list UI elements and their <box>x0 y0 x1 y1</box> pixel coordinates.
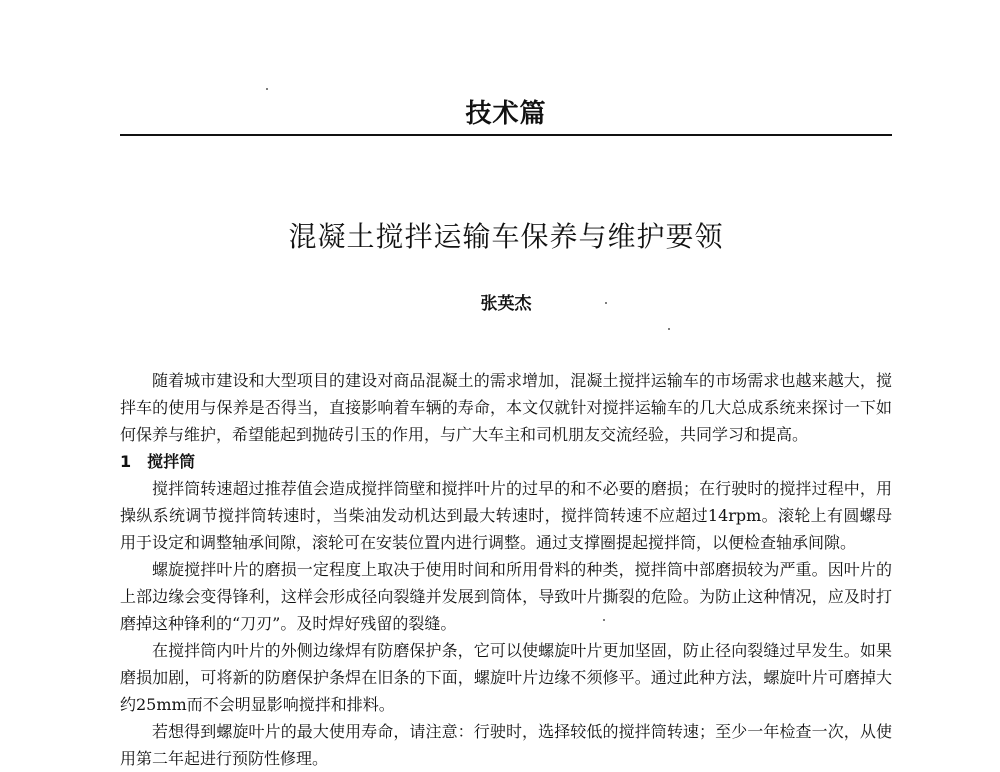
body-paragraph: 螺旋搅拌叶片的磨损一定程度上取决于使用时间和所用骨料的种类，搅拌筒中部磨损较为严重。因叶片的上部边缘会变得锋利，这样会形成径向裂缝并发展到筒体，导致叶片撕裂的危险。为防止这种情况，应及时打磨掉这种锋利的“刀刃”。及时焊好残留的裂缝。 <box>120 560 892 633</box>
section-heading: 1 搅拌筒 <box>120 452 196 471</box>
section-header: 技术篇 <box>465 99 547 129</box>
article-body <box>120 367 892 772</box>
body-paragraph: 若想得到螺旋叶片的最大使用寿命，请注意：行驶时，选择较低的搅拌筒转速；至少一年检查一次，从使用第二年起进行预防性修理。 <box>120 722 892 768</box>
scan-speck <box>266 88 268 90</box>
article-author: 张英杰 <box>480 294 532 314</box>
body-paragraph: 在搅拌筒内叶片的外侧边缘焊有防磨保护条，它可以使螺旋叶片更加坚固，防止径向裂缝过早发生。如果磨损加剧，可将新的防磨保护条焊在旧条的下面，螺旋叶片边缘不须修平。通过此种方法，螺旋叶片可磨掉大约25mm而不会明显影响搅拌和排料。 <box>120 641 892 714</box>
scan-speck <box>605 302 607 304</box>
intro-paragraph: 随着城市建设和大型项目的建设对商品混凝土的需求增加，混凝土搅拌运输车的市场需求也越来越大，搅拌车的使用与保养是否得当，直接影响着车辆的寿命，本文仅就针对搅拌运输车的几大总成系统来探讨一下如何保养与维护，希望能起到抛砖引玉的作用，与广大车主和司机朋友交流经验，共同学习和提高。 <box>120 371 892 444</box>
body-paragraph: 搅拌筒转速超过推荐值会造成搅拌筒壁和搅拌叶片的过早的和不必要的磨损；在行驶时的搅拌过程中，用操纵系统调节搅拌筒转速时，当柴油发动机达到最大转速时，搅拌筒转速不应超过14rpm。滚轮上有圆螺母用于设定和调整轴承间隙，滚轮可在安装位置内进行调整。通过支撑圈提起搅拌筒，以便检查轴承间隙。 <box>120 479 892 552</box>
header-rule <box>120 134 892 136</box>
scan-speck <box>668 328 670 330</box>
scan-speck <box>603 619 605 621</box>
article-title: 混凝土搅拌运输车保养与维护要领 <box>288 220 724 253</box>
